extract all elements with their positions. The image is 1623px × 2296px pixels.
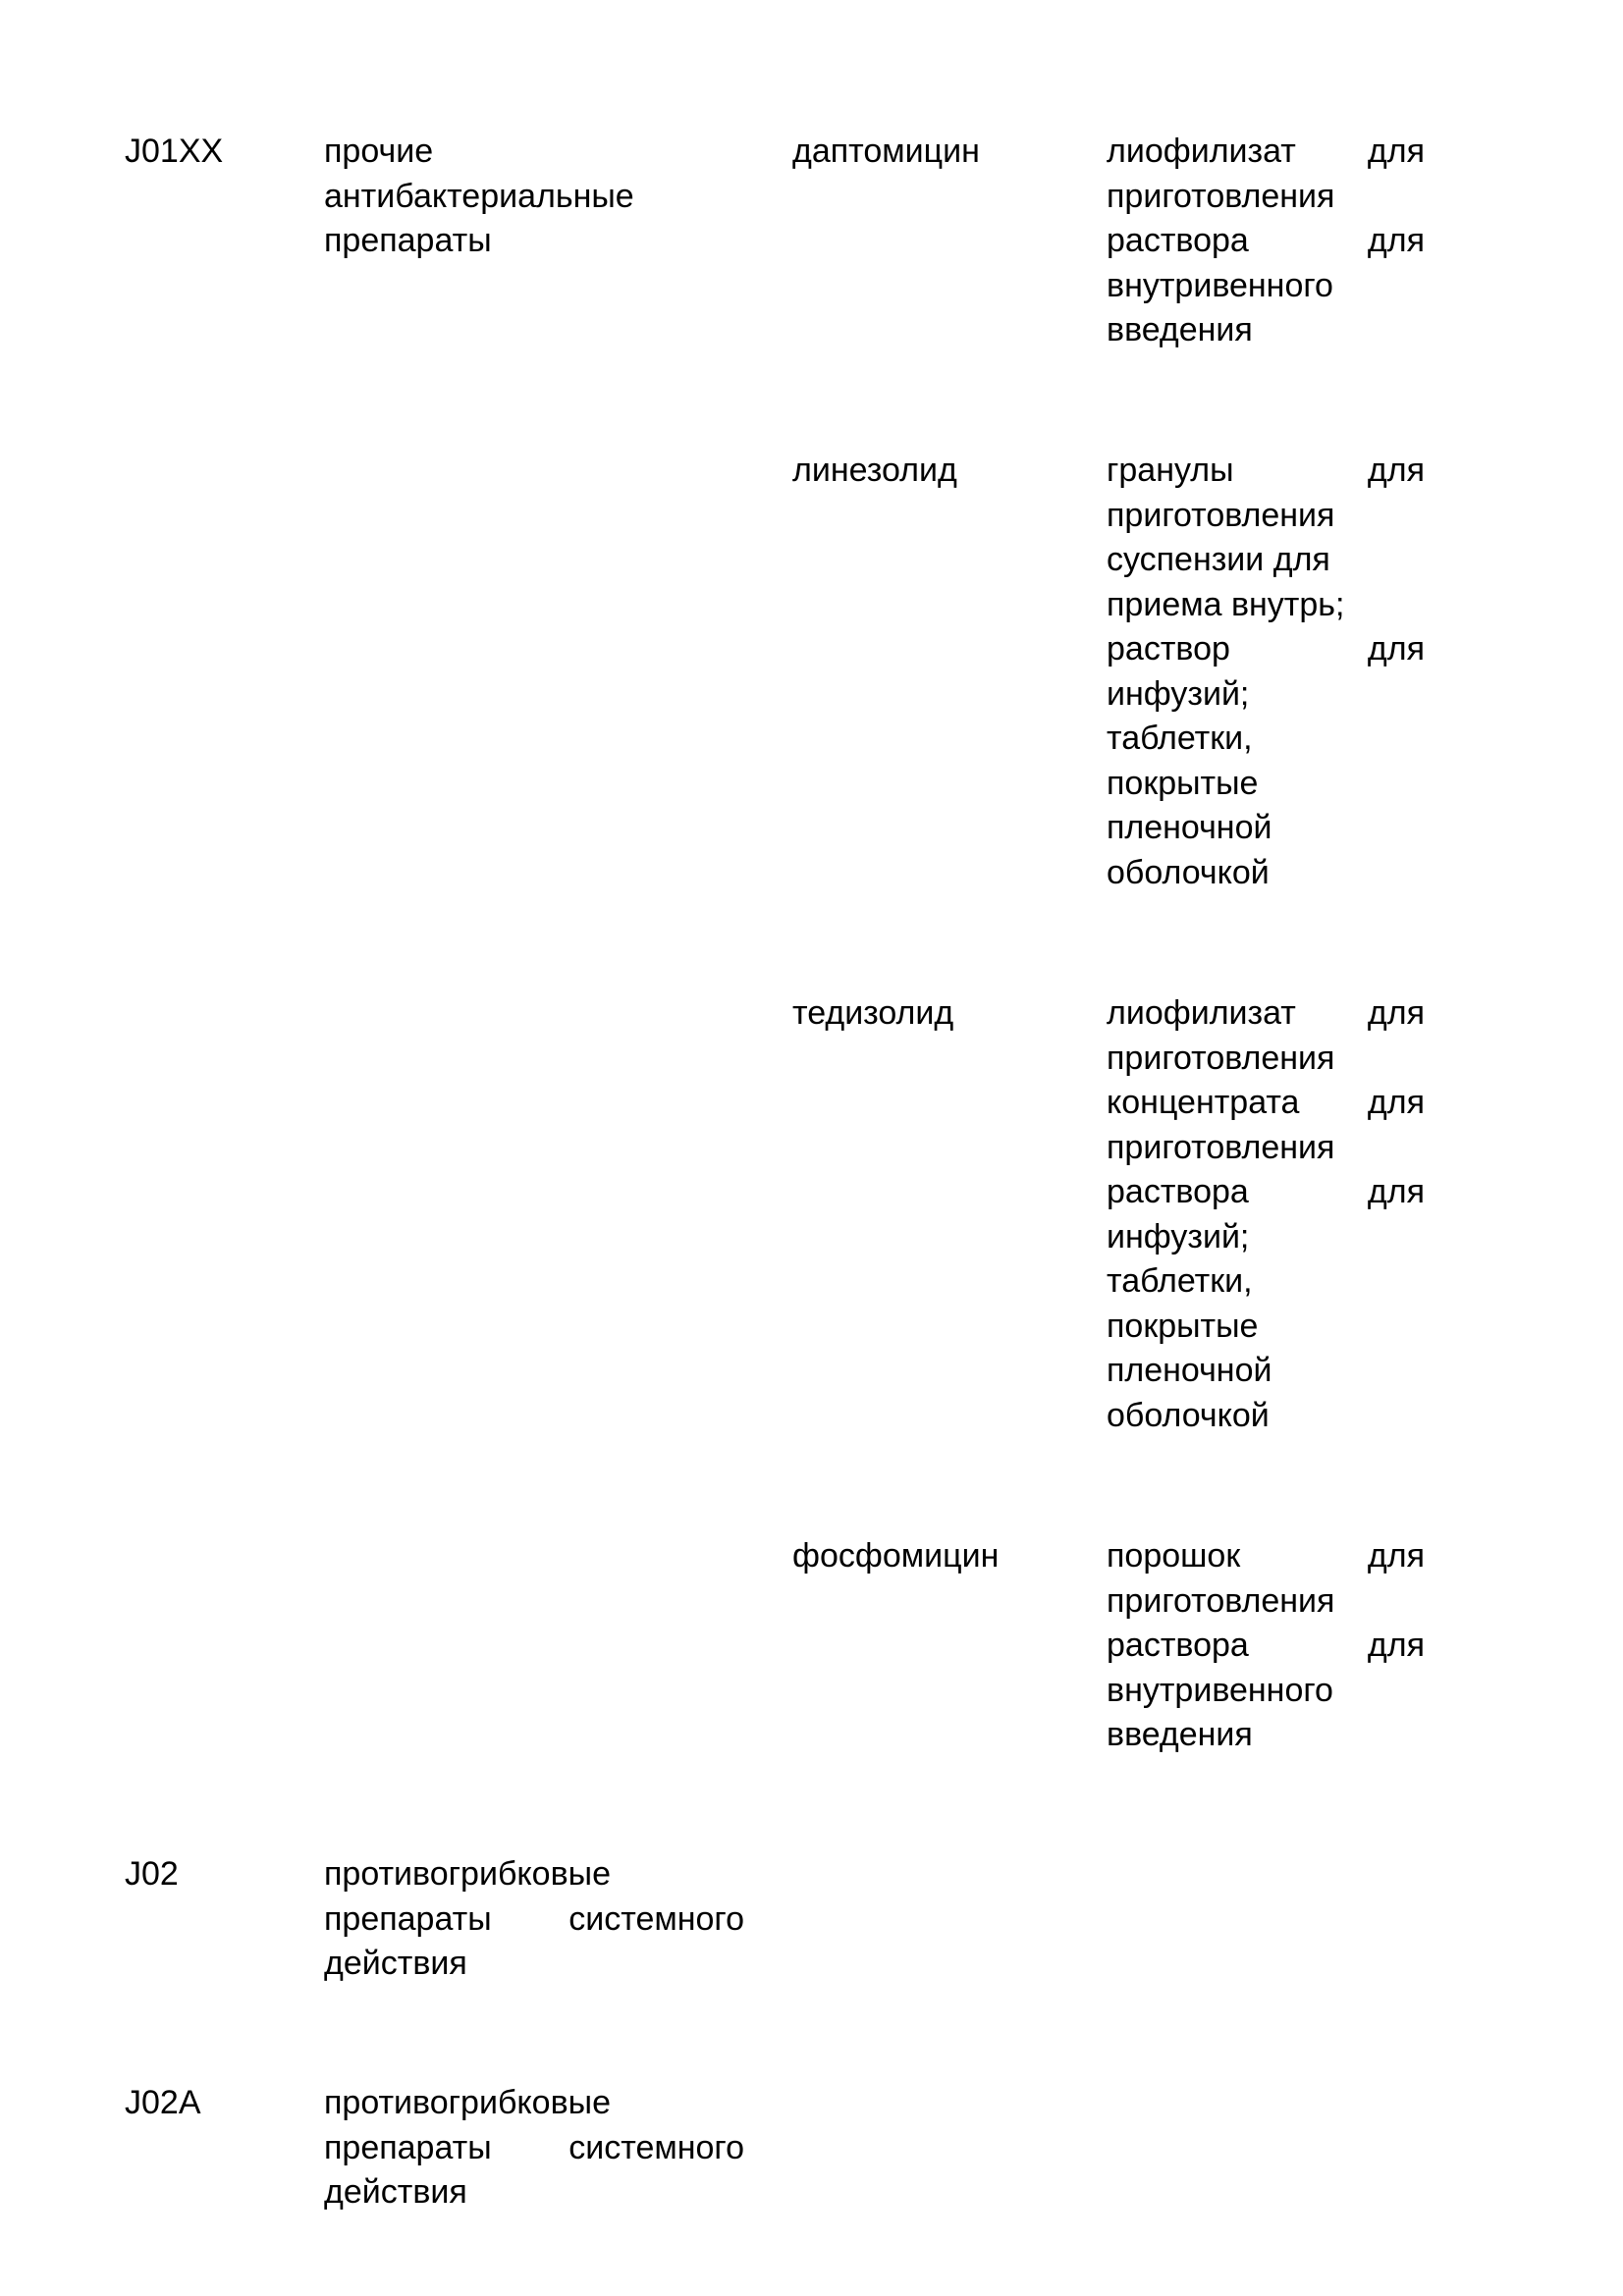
form-line: приготовления [1107,1039,1335,1077]
form-line: внутривенного [1107,266,1333,304]
form-line: приготовления [1107,1128,1335,1166]
form-line: таблетки, [1107,1262,1253,1300]
form-line: приготовления [1107,177,1335,215]
form-line: покрытые [1107,1307,1259,1345]
pharmacological-group [324,130,744,264]
drug-name: линезолид [792,452,957,489]
form-line: оболочкой [1107,853,1270,891]
form-line: раствора для [1107,1627,1425,1664]
drug-name: тедизолид [792,994,954,1032]
group-line: противогрибковые [324,1855,611,1893]
form-line: концентрата для [1107,1084,1425,1121]
form-line: введения [1107,1716,1253,1753]
dosage-form [1107,991,1425,1438]
group-line: прочие [324,133,434,170]
form-line: покрытые [1107,764,1259,802]
dosage-form [1107,1534,1425,1758]
dosage-form [1107,130,1425,353]
form-line: приготовления [1107,1581,1335,1620]
form-line: оболочкой [1107,1396,1270,1434]
atc-code: J02 [125,1855,179,1893]
form-line: инфузий; [1107,1217,1250,1255]
form-line: лиофилизат для [1107,994,1425,1032]
form-line: раствора для [1107,222,1425,259]
form-line: введения [1107,311,1253,348]
drug-name: даптомицин [792,133,980,170]
form-line: раствора для [1107,1173,1425,1210]
form-line: пленочной [1107,1352,1272,1389]
form-line: гранулы для [1107,452,1425,489]
group-line: действия [324,2173,467,2211]
form-line: лиофилизат для [1107,133,1425,170]
form-line: порошок для [1107,1537,1425,1575]
atc-code: J02A [125,2084,201,2121]
form-line: внутривенного [1107,1671,1333,1709]
form-line: суспензии для [1107,541,1330,578]
form-line: инфузий; [1107,674,1250,713]
pharmacological-group [324,2081,744,2216]
atc-code: J01XX [125,133,224,170]
form-line: приема внутрь; [1107,585,1345,623]
form-line: пленочной [1107,809,1272,846]
dosage-form [1107,449,1425,895]
drug-name: фосфомицин [792,1537,1000,1575]
group-line: препараты системного [324,2128,744,2166]
group-line: препараты [324,222,492,259]
group-line: действия [324,1945,467,1982]
group-line: противогрибковые [324,2084,611,2121]
form-line: раствор для [1107,630,1425,667]
form-line: таблетки, [1107,720,1253,757]
form-line: приготовления [1107,496,1335,534]
pharmacological-group [324,1852,744,1987]
group-line: препараты системного [324,1899,744,1938]
group-line: антибактериальные [324,177,634,215]
